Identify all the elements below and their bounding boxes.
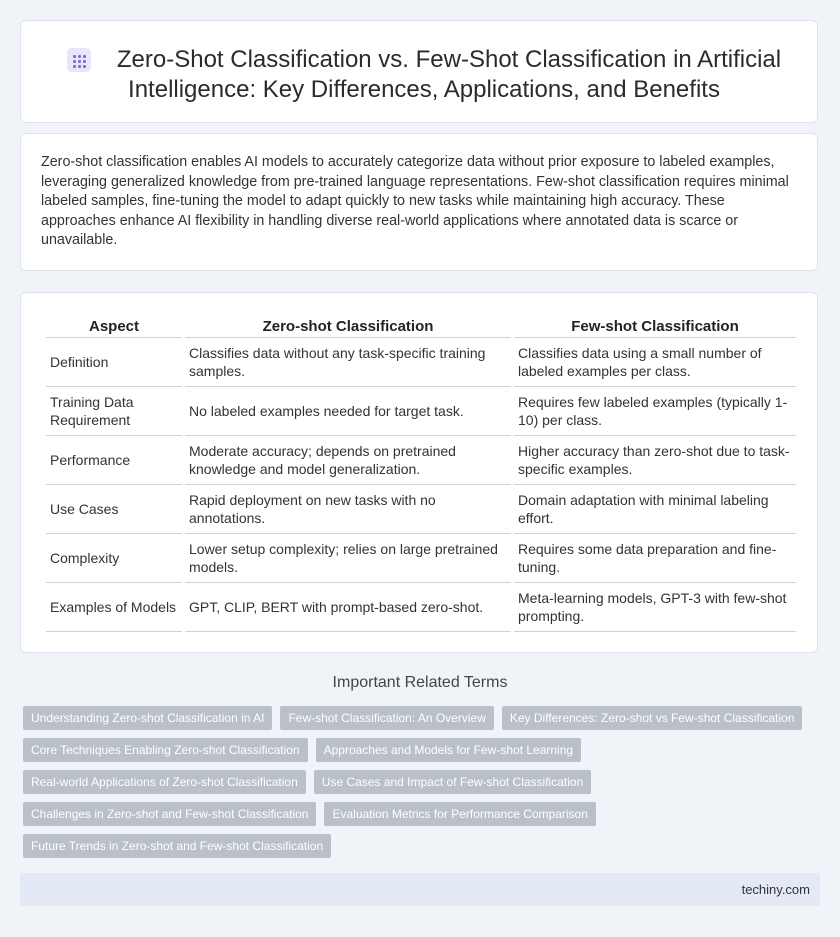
column-header-few-shot: Few-shot Classification xyxy=(514,317,796,338)
related-terms-list xyxy=(23,706,813,858)
table-row xyxy=(46,583,796,632)
column-header-aspect: Aspect xyxy=(46,317,182,338)
related-terms-title: Important Related Terms xyxy=(332,674,508,691)
table-cell: Definition xyxy=(46,338,182,387)
related-term-tag[interactable]: Few-shot Classification: An Overview xyxy=(280,706,493,730)
footer-site-link[interactable]: techiny.com xyxy=(741,882,810,897)
table-cell: Meta-learning models, GPT-3 with few-shot prompting. xyxy=(514,583,796,632)
table-row xyxy=(46,436,796,485)
related-term-tag[interactable]: Core Techniques Enabling Zero-shot Classification xyxy=(23,738,308,762)
intro-card xyxy=(20,133,818,271)
related-term-tag[interactable]: Evaluation Metrics for Performance Comparison xyxy=(324,802,595,826)
table-row xyxy=(46,338,796,387)
table-cell: No labeled examples needed for target task. xyxy=(185,387,511,436)
related-term-tag[interactable]: Future Trends in Zero-shot and Few-shot Classification xyxy=(23,834,331,858)
table-cell: Requires some data preparation and fine-tuning. xyxy=(514,534,796,583)
table-row xyxy=(46,387,796,436)
related-term-tag[interactable]: Key Differences: Zero-shot vs Few-shot Classification xyxy=(502,706,803,730)
intro-paragraph: Zero-shot classification enables AI models to accurately categorize data without prior exposure to labeled examples, leveraging generalized knowledge from pre-trained language representations. Few-shot classification requires minimal labeled samples, fine-tuning the model to adapt quickly to new tasks while maintaining high accuracy. These approaches enhance AI flexibility in handling diverse real-world applications where annotated data is scarce or unavailable. xyxy=(41,154,789,248)
table-cell: Classifies data using a small number of labeled examples per class. xyxy=(514,338,796,387)
table-row xyxy=(46,534,796,583)
table-cell: Use Cases xyxy=(46,485,182,534)
table-cell: GPT, CLIP, BERT with prompt-based zero-shot. xyxy=(185,583,511,632)
related-term-tag[interactable]: Understanding Zero-shot Classification in AI xyxy=(23,706,272,730)
comparison-table-card xyxy=(20,292,818,653)
table-cell: Lower setup complexity; relies on large pretrained models. xyxy=(185,534,511,583)
table-cell: Domain adaptation with minimal labeling effort. xyxy=(514,485,796,534)
footer xyxy=(20,873,820,906)
table-cell: Moderate accuracy; depends on pretrained knowledge and model generalization. xyxy=(185,436,511,485)
table-header-row xyxy=(46,317,796,338)
table-row xyxy=(46,485,796,534)
table-cell: Performance xyxy=(46,436,182,485)
title-card xyxy=(20,20,818,123)
related-term-tag[interactable]: Challenges in Zero-shot and Few-shot Classification xyxy=(23,802,316,826)
table-cell: Rapid deployment on new tasks with no annotations. xyxy=(185,485,511,534)
table-cell: Higher accuracy than zero-shot due to task-specific examples. xyxy=(514,436,796,485)
table-cell: Training Data Requirement xyxy=(46,387,182,436)
column-header-zero-shot: Zero-shot Classification xyxy=(185,317,511,338)
related-term-tag[interactable]: Approaches and Models for Few-shot Learning xyxy=(316,738,581,762)
table-cell: Classifies data without any task-specific training samples. xyxy=(185,338,511,387)
table-cell: Requires few labeled examples (typically 1-10) per class. xyxy=(514,387,796,436)
related-term-tag[interactable]: Real-world Applications of Zero-shot Classification xyxy=(23,770,306,794)
table-cell: Complexity xyxy=(46,534,182,583)
related-term-tag[interactable]: Use Cases and Impact of Few-shot Classification xyxy=(314,770,591,794)
table-cell: Examples of Models xyxy=(46,583,182,632)
page-title: Zero-Shot Classification vs. Few-Shot Classification in Artificial Intelligence: Key Differences, Applications, and Benefits xyxy=(116,46,782,103)
comparison-table xyxy=(43,317,799,632)
